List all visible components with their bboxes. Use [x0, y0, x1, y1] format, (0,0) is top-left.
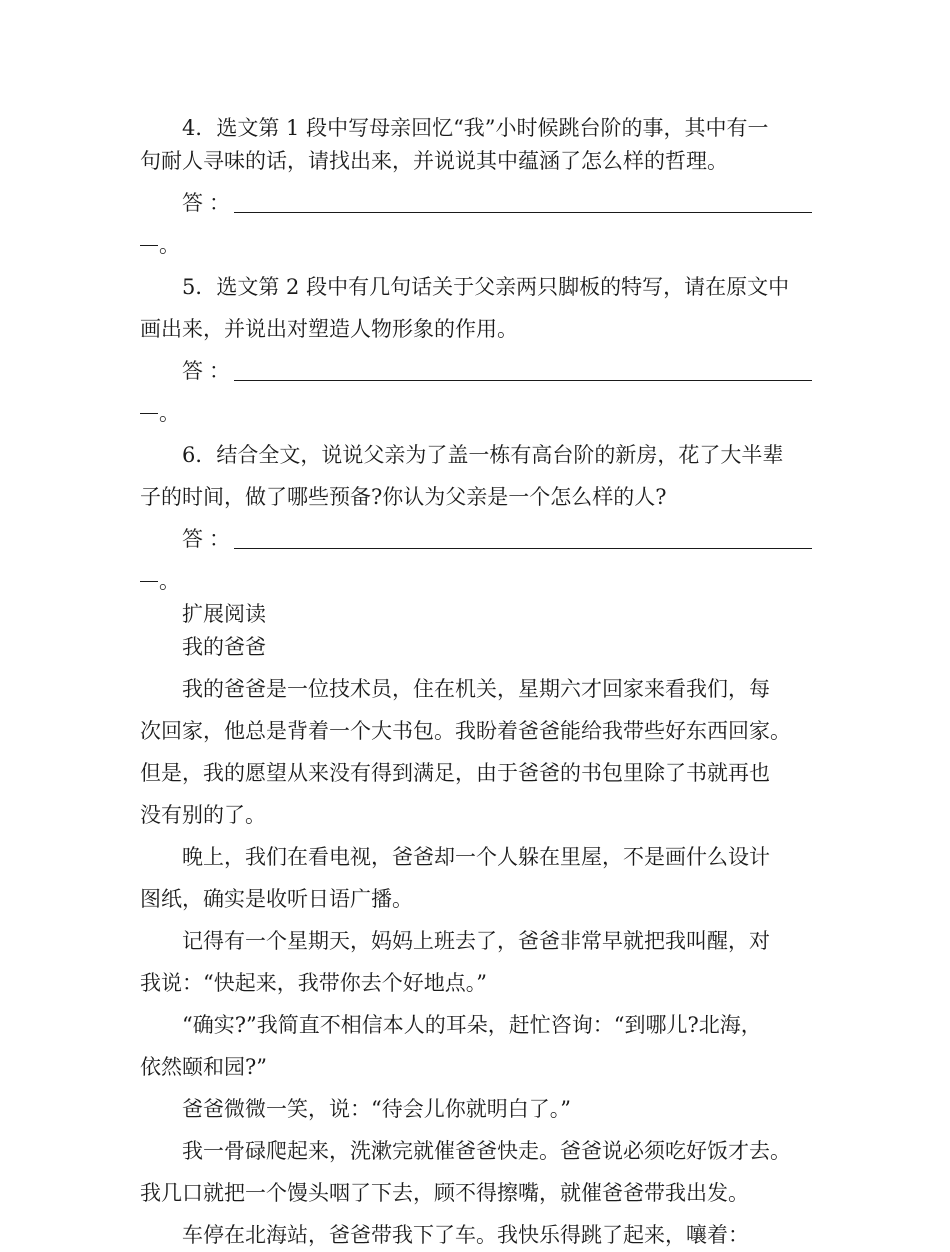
question-5 [140, 271, 812, 430]
answer-row [140, 523, 812, 556]
answer-blank-end [140, 413, 158, 414]
answer-end-mark: 。 [159, 233, 180, 257]
answer-end-mark: 。 [159, 569, 180, 593]
answer-label: 答： [182, 191, 236, 215]
answer-row [140, 355, 812, 388]
question-text-line: 4．选文第 1 段中写母亲回忆“我”小时候跳台阶的事，其中有一 [182, 116, 769, 140]
paragraph-line: 图纸，确实是收听日语广播。 [140, 887, 413, 911]
paragraph-7 [140, 1219, 812, 1252]
paragraph-5 [140, 1093, 812, 1126]
answer-tail [140, 565, 812, 598]
extended-reading [140, 598, 812, 1252]
paragraph-line: 没有别的了。 [140, 803, 266, 827]
paragraph-line: 我说：“快起来，我带你去个好地点。” [140, 971, 487, 995]
question-6 [140, 439, 812, 598]
paragraph-4 [140, 1009, 812, 1084]
answer-blank-end [140, 245, 158, 246]
paragraph-6 [140, 1135, 812, 1210]
paragraph-line: 记得有一个星期天，妈妈上班去了，爸爸非常早就把我叫醒，对 [182, 929, 770, 953]
answer-tail [140, 229, 812, 262]
paragraph-line: “确实?”我简直不相信本人的耳朵，赶忙咨询：“到哪儿?北海， [182, 1013, 762, 1037]
answer-end-mark: 。 [159, 401, 180, 425]
paragraph-3 [140, 925, 812, 1000]
answer-blank-line [234, 380, 812, 381]
section-title: 扩展阅读 [182, 602, 266, 626]
answer-blank-line [234, 212, 812, 213]
answer-blank-line [234, 548, 812, 549]
question-4 [140, 112, 812, 262]
answer-label: 答： [182, 359, 236, 383]
paragraph-line: 我一骨碌爬起来，洗漱完就催爸爸快走。爸爸说必须吃好饭才去。 [182, 1139, 791, 1163]
paragraph-line: 依然颐和园?” [140, 1055, 267, 1079]
article-title: 我的爸爸 [182, 635, 266, 659]
question-text-line: 子的时间，做了哪些预备?你认为父亲是一个怎么样的人? [140, 485, 667, 509]
document-page [140, 112, 812, 1252]
question-text-line: 5．选文第 2 段中有几句话关于父亲两只脚板的特写，请在原文中 [182, 275, 790, 299]
paragraph-line: 次回家，他总是背着一个大书包。我盼着爸爸能给我带些好东西回家。 [140, 719, 791, 743]
paragraph-1 [140, 673, 812, 832]
paragraph-line: 车停在北海站，爸爸带我下了车。我快乐得跳了起来，嚷着： [182, 1223, 749, 1247]
answer-blank-end [140, 581, 158, 582]
paragraph-line: 爸爸微微一笑，说：“待会儿你就明白了。” [182, 1097, 571, 1121]
answer-label: 答： [182, 527, 236, 551]
question-text-line: 6．结合全文，说说父亲为了盖一栋有高台阶的新房，花了大半辈 [182, 443, 784, 467]
paragraph-line: 我的爸爸是一位技术员，住在机关，星期六才回家来看我们，每 [182, 677, 770, 701]
question-text-line: 画出来，并说出对塑造人物形象的作用。 [140, 317, 518, 341]
answer-tail [140, 397, 812, 430]
paragraph-line: 我几口就把一个馒头咽了下去，顾不得擦嘴，就催爸爸带我出发。 [140, 1181, 749, 1205]
paragraph-2 [140, 841, 812, 916]
paragraph-line: 晚上，我们在看电视，爸爸却一个人躲在里屋，不是画什么设计 [182, 845, 770, 869]
answer-row [140, 187, 812, 220]
paragraph-line: 但是，我的愿望从来没有得到满足，由于爸爸的书包里除了书就再也 [140, 761, 770, 785]
question-text-line: 句耐人寻味的话，请找出来，并说说其中蕴涵了怎么样的哲理。 [140, 149, 728, 173]
